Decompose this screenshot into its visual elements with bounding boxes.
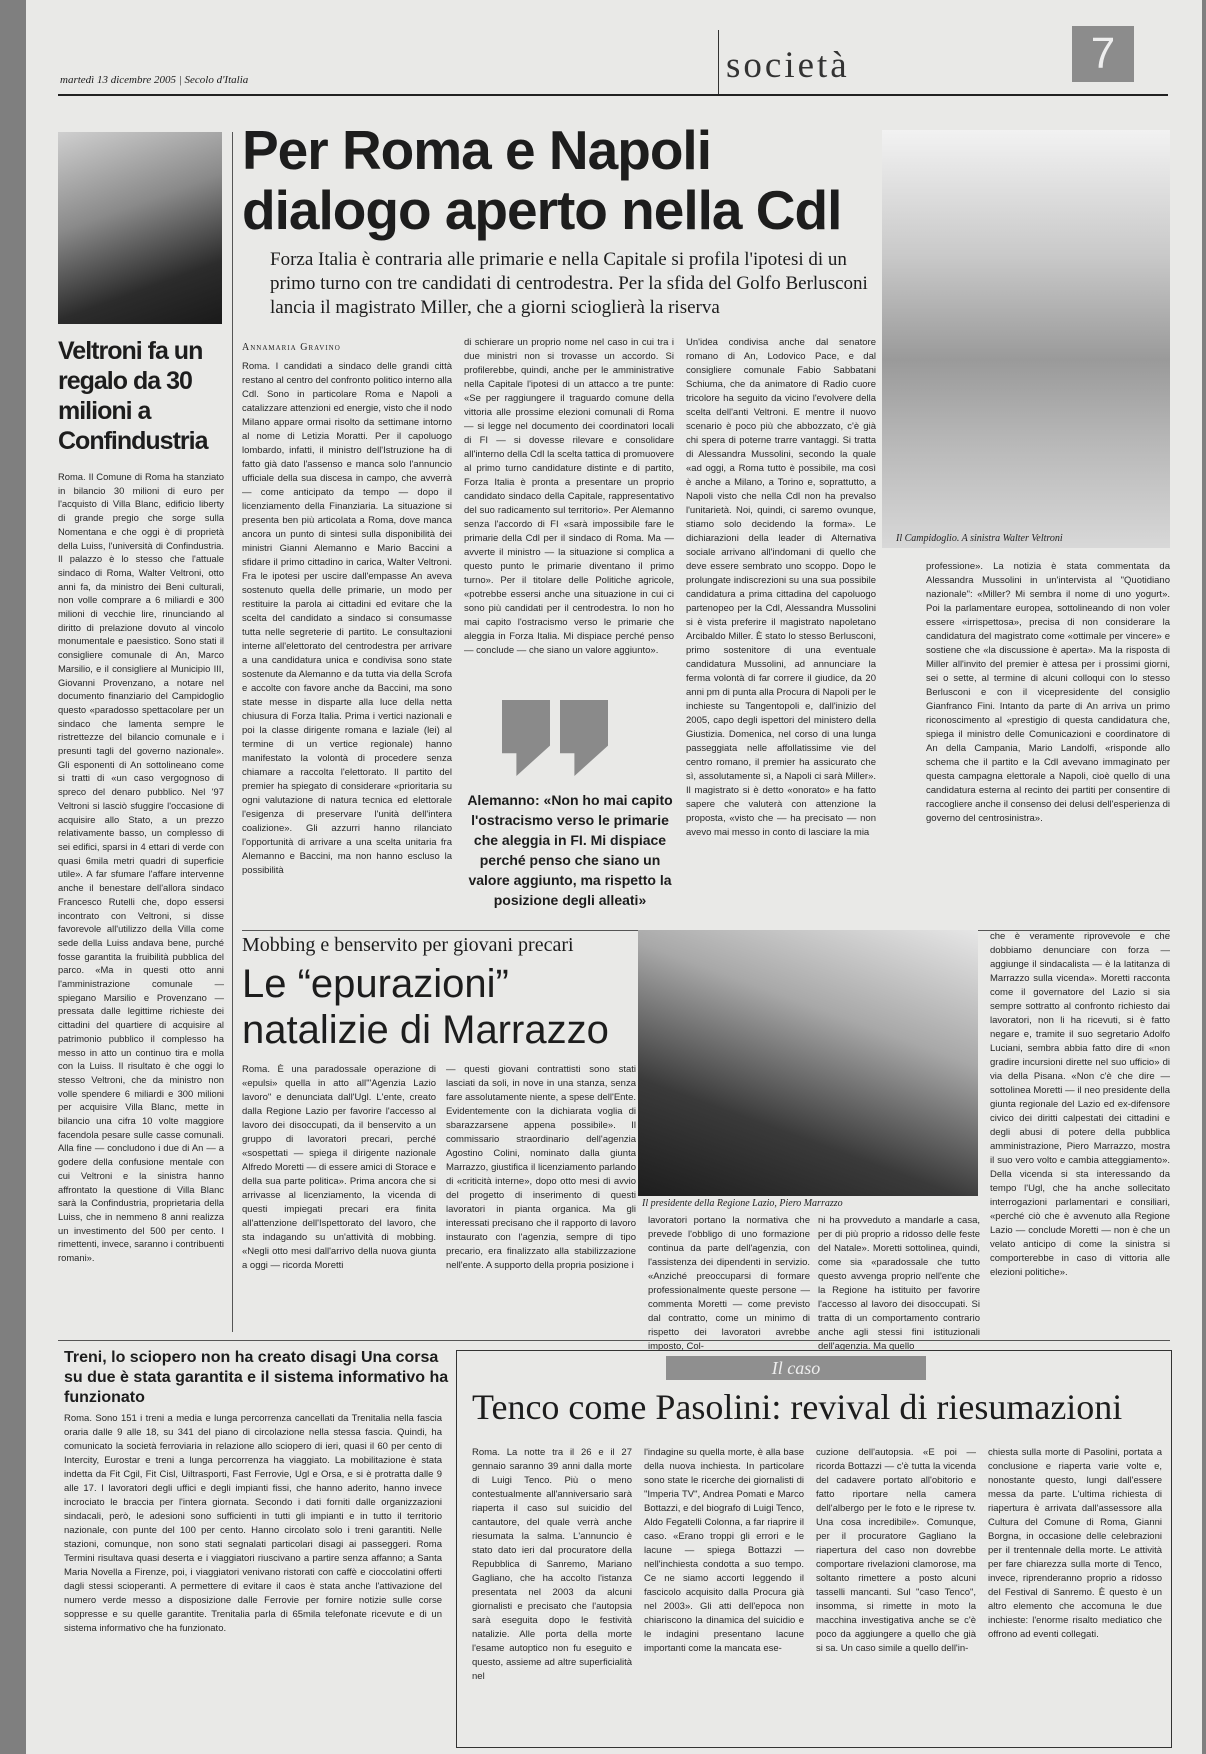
tenco-col-1 xyxy=(472,1446,632,1742)
left-column-paragraph: Roma. Il Comune di Roma ha stanziato in bilancio 30 milioni di euro per l'acquisto di Villa Blanc, edificio liberty di grande pregio che sorge sulla Nomentana e che oggi è di proprietà della Luiss, l'università di Confindustria. Il palazzo è lo stesso che l'attuale sindaco di Roma, Walter Veltroni, otto anni fa, da ministro dei Beni culturali, non volle comprare a 6 miliardi e 300 milioni di vecchie lire, rinunciando al diritto di prelazione dovuto al vincolo monumentale e paesistico. Sono stati il consigliere comunale di An, Marco Marsilio, e il consigliere al Municipio III, Giovanni Provenzano, a notare nel documento finanziario del Campidoglio questo «paradosso spettacolare per un sindaco che lamenta sempre le ristrettezze del bilancio comunale e i presunti tagli del governo nazionale». Gli esponenti di An sottolineano come si tratti di «un caso vergognoso di spreco del denaro pubblico. Nel '97 Veltroni si lasciò sfuggire l'occasione di acquisire allo Stato, a un prezzo relativamente basso, un complesso di sei edifici, sparsi in 4 ettari di verde con quasi 6mila metri quadri di superficie utile». A far sfumare l'affare intervenne anche il benestare dell'allora sindaco Francesco Rutelli che, dopo essersi incontrato con Veltroni, si disse favorevole all'utilizzo della Villa come sede della Luiss andava bene, purché fosse garantita la fruibilità pubblica del parco. «Ma in questi otto anni l'amministrazione comunale — spiegano Marsilio e Provenzano — pressata dalle legittime richieste dei cittadini del quartiere di acquisire al patrimonio pubblico il complesso ha messo in atto un continuo tira e molla con la Luiss. Il risultato è che oggi lo stesso Veltroni, che da ministro non volle spendere 6 miliardi e 300 milioni per acquisire Villa Blanc, mette in bilancio una cifra 10 volte maggiore facendola pesare sulle casse comunali. Alla fine — concludono i due di An — a godere della confusione mentale con cui Veltroni e la sinistra hanno affrontato la questione di Villa Blanc sarà la Confindustria, proprietaria della Luiss, che in nemmeno 8 anni realizza un investimento del 500 per cento. I rimettenti, invece, saranno i contribuenti romani». xyxy=(58,471,224,1264)
tenco-col-3 xyxy=(816,1446,976,1742)
pull-quote: Alemanno: «Non ho mai capito l'ostracismo verso le primarie che aleggia in FI. Mi dispiace perché penso che siano un valore aggiunto, ma rispetto la posizione degli alleati» xyxy=(467,792,673,908)
marrazzo-col-3-text: lavoratori portano la normativa che prevede l'obbligo di uno formazione continua da parte dell'agenzia, con l'assistenza dei dipendenti in servizio. «Anziché preoccuparsi di formare professionalmente queste persone — commenta Moretti — come previsto dal contratto, come un minimo di rispetto dei lavoratori avrebbe imposto, Col- xyxy=(648,1215,810,1352)
marrazzo-col-1-text: Roma. È una paradossale operazione di «epulsi» quella in atto all'"Agenzia Lazio lavoro" e denunciata dall'Ugl. L'ente, creato dalla Regione Lazio per favorire l'accesso al lavoro dei disoccupati, da il benservito a un gruppo di lavoratori precari, perché «sospettati — spiega il dirigente nazionale Alfredo Moretti — di essere amici di Storace e della sua parte politica». Prima ancora che si arrivasse al licenziamento, la vicenda di questi impiegati precari era finita all'attenzione dell'Ispettorato del lavoro, che sta indagando su un'attività di mobbing. «Negli otto mesi dall'arrivo della nuova giunta a oggi — ricorda Moretti xyxy=(242,1064,436,1271)
top-rule xyxy=(58,94,1168,96)
marrazzo-headline-line-1: Le “epurazioni” xyxy=(242,962,509,1006)
main-col-1 xyxy=(242,360,452,920)
marrazzo-col-4 xyxy=(818,1214,980,1352)
quote-marks-icon xyxy=(502,700,618,781)
tenco-headline: Tenco come Pasolini: revival di riesumazioni xyxy=(472,1387,1123,1427)
tenco-col-2-text: l'indagine su quella morte, è alla base della nuova inchiesta. In particolare sono state le ricerche dei giornalisti di "Imperia TV", Andrea Pomati e Marco Bottazzi, e del biografo di Luigi Tenco, Aldo Fegatelli Colonna, a far riaprire il caso. «Erano troppi gli errori e le lacune — spiega Bottazzi — nell'inchiesta condotta a suo tempo. Ce ne siamo accorti leggendo il fascicolo acquisito dalla Procura già nel 2003». Gli atti dell'epoca non chiariscono la dinamica del suicidio e le indagini presentano lacune importanti come la mancata ese- xyxy=(644,1447,804,1654)
main-col-2-text: di schierare un proprio nome nel caso in cui tra i due ministri non si trovasse un accordo. Si profilerebbe, quindi, anche per le amministrative nella Capitale l'ipotesi di un attacco a tre punte: «Se per raggiungere il traguardo comune della vittoria alle prossime elezioni comunali di Roma — si legge nel documento dei coordinatori locali di FI — si dovesse rilevare e consolidare all'interno della Cdl la scelta tattica di promuovere al primo turno candidature distinte e di partito, Forza Italia è pronta a presentare un proprio candidato sindaco della Capitale, rappresentativo del suo radicamento sul territorio». Per Alemanno senza l'accordo di FI «sarà impossibile fare le primarie della Cdl per il sindaco di Roma. Ma — avverte il ministro — la situazione si complica a questo punto le primarie diventano il primo turno». Per il titolare delle Politiche agricole, «potrebbe essersi anche una situazione in cui ci sono più candidati per il centrodestra. Io non ho mai capito l'ostracismo verso le primarie che aleggia in Forza Italia. Mi dispiace perché penso — conclude — che siano un valore aggiunto». xyxy=(464,337,674,656)
tenco-col-1-text: Roma. La notte tra il 26 e il 27 gennaio saranno 39 anni dalla morte di Luigi Tenco. Più o meno contestualmente all'anniversario sarà riaperta il caso sul suicidio del cantautore, del quale verrà anche riesumata la salma. L'annuncio è stato dato ieri dal procuratore della Repubblica di Sanremo, Mariano Gagliano, che ha accolto l'istanza presentata nel 2003 da alcuni giornalisti e precisato che l'autopsia sarà eseguita dopo le festività natalizie. Alle porta della morte l'esame autoptico non fu eseguito e questo, assieme ad altre superficialità nel xyxy=(472,1447,632,1682)
left-column-rule xyxy=(232,132,233,1332)
marrazzo-col-2-text: — questi giovani contrattisti sono stati lasciati da soli, in nove in una stanza, senza fare assolutamente niente, a spese dell'Ente. Evidentemente con la dichiarata voglia di sbarazzarsene appena possibile». Il commissario straordinario dell'agenzia Agostino Colini, nominato dalla giunta Marrazzo, giustifica il licenziamento parlando di «criticità interne», dopo otto mesi di avvio del progetto di inserimento di questi lavoratori in pianta organica. Ma gli interessati precisano che il rapporto di lavoro instaurato con l'agenzia, sempre di tipo precario, era finalizzato alla stabilizzazione nell'ente. A supporto della propria posizione i xyxy=(446,1064,636,1271)
marrazzo-col-5 xyxy=(990,930,1170,1328)
main-col-3 xyxy=(686,336,876,922)
section-rule-2 xyxy=(58,1340,1170,1341)
main-col-4 xyxy=(926,560,1170,920)
main-col-1-text: Roma. I candidati a sindaco delle grandi città restano al centro del confronto politico interno alla Cdl. Sono in particolare Roma e Napoli a catalizzare attenzioni ed energie, visto che il nodo Milano appare ormai risolto da settimane intorno al nome di Letizia Moratti. Per il capoluogo lombardo, infatti, il ministro dell'Istruzione ha di fatto già dato l'assenso e manca solo l'annuncio ufficiale della sua discesa in campo, che avverrà — come anticipato da tempo — dopo il licenziamento della Finanziaria. La situazione si presenta ben più articolata a Roma, dove manca ancora un punto di sintesi sulla disponibilità dei ministri Gianni Alemanno e Mario Baccini a sfidare il primo cittadino in carica, Walter Veltroni. Fra le ipotesi per uscire dall'empasse An aveva sostenuto quella delle primarie, un modo per restituire la parola ai cittadini ed evitare che la scelta del candidato a sindaco si consumasse tutta nelle segreterie di partito. Le consultazioni interne all'elettorato del centrodestra per arrivare a una candidatura unica e condivisa sono state sostenute da Alemanno e da tutta via della Scrofa e accolte con favore anche da Baccini, ma sono state messe in disparte alla luce della netta chiusura di Forza Italia. Prima i vertici nazionali e poi la classe dirigente romana e laziale (lei) al termine di un vertice regionale) hanno manifestato la volontà di procedere senza chiamare a raccolta l'elettorato. Il partito del premier ha spiegato di considerare «prioritaria su ogni valutazione di natura tecnica ed elettorale l'esigenza di preservare l'unità dell'intera coalizione». Gli azzurri hanno rilanciato l'opportunità di arrivare a una scelta unitaria fra Alemanno e Baccini, ma non hanno escluso la possibilità xyxy=(242,361,452,876)
marrazzo-col-3 xyxy=(648,1214,810,1352)
marrazzo-col-2 xyxy=(446,1063,636,1328)
dateline: martedì 13 dicembre 2005 | Secolo d'Italia xyxy=(60,74,249,86)
section-divider xyxy=(718,30,719,94)
tenco-kicker: Il caso xyxy=(666,1356,926,1380)
section-title: società xyxy=(726,45,850,86)
page-number: 7 xyxy=(1072,26,1134,82)
marrazzo-col-1 xyxy=(242,1063,436,1328)
main-col-4-text: professione». La notizia è stata commentata da Alessandra Mussolini in un'intervista al "Quotidiano nazionale": «Miller? Mi sembra il nome di uno yogurt». Poi la parlamentare europea, sottolineando di non voler essere «irrispettosa», precisa di non considerare la candidatura del magistrato come «ottimale per vincere» e sostiene che «la discussione è aperta». Ma la risposta di Miller all'invito del premier è attesa per i prossimi giorni, sei o sette, al termine di alcuni colloqui con lo stesso Berlusconi e con il vicepresidente del consiglio Gianfranco Fini. Intanto da parte di An arriva un primo riconoscimento al «prestigio di questa candidatura che, spiega il ministro delle Comunicazioni e coordinatore di An della Campania, Mario Landolfi, «risponde allo schema che il partito e la Cdl avevano immaginato per questa campagna elettorale a Napoli, cioè quello di una candidatura esterna al recinto dei partiti per consentire di raccogliere anche il consenso dei delusi dell'esperienza di governo del centrosinistra». xyxy=(926,561,1170,824)
marrazzo-photo-caption: Il presidente della Regione Lazio, Piero Marrazzo xyxy=(642,1198,843,1209)
marrazzo-headline-line-2: natalizie di Marrazzo xyxy=(242,1008,609,1052)
treni-paragraph: Roma. Sono 151 i treni a media e lunga percorrenza cancellati da Trenitalia nella fascia oraria dalle 9 alle 18, su 341 del piano di circolazione nella stessa fascia. Quindi, ha comunicato la società ferroviaria in relazione allo sciopero di ieri, quasi il 60 per cento di Intercity, Eurostar e treni a lunga percorrenza ha viaggiato. La mobilitazione è stata indetta da Fit Cgil, Fit Cisl, Uiltrasporti, Fast Ferrovie, Ugl e Orsa, e si è protratta dalle 9 alle 17. I lavoratori degli uffici e degli impianti fissi, che hanno aderito, hanno invece incrociato le braccia per l'intera giornata. Secondo i dati forniti dalle organizzazioni sindacali, però, le adesioni sono sufficienti in tutti gli impianti e in tutto il territorio nazionale, con punte del 100 per cento. Hanno circolato solo i treni garantiti. Nelle stazioni, comunque, non sono stati segnalati particolari disagi ai passeggeri. Roma Termini risultava quasi deserta e i viaggiatori riuscivano a partire senza affanno; a Santa Maria Novella a Firenze, poi, i viaggiatori venivano ristorati con caffè e cioccolatini offerti dagli stessi scioperanti. A permettere di evitare il caos è stata anche l'attivazione del numero verde messo a disposizione dalle Ferrovie per fornire notizie sulle corse soppresse e su quelle garantite. Trenitalia parla di 65mila telefonate ricevute e di un sistema informativo che ha funzionato. xyxy=(64,1413,442,1634)
main-headline-line-2: dialogo aperto nella Cdl xyxy=(242,179,842,241)
treni-text xyxy=(64,1412,442,1742)
tenco-col-4 xyxy=(988,1446,1162,1742)
newspaper-page xyxy=(26,0,1202,1754)
left-headline: Veltroni fa un regalo da 30 milioni a Confindustria xyxy=(58,337,208,455)
tenco-col-2 xyxy=(644,1446,804,1742)
left-column-text xyxy=(58,470,224,1330)
byline: Annamaria Gravino xyxy=(242,342,341,353)
campidoglio-caption: Il Campidoglio. A sinistra Walter Veltroni xyxy=(896,533,1063,544)
campidoglio-photo xyxy=(882,130,1170,548)
main-subhead: Forza Italia è contraria alle primarie e nella Capitale si profila l'ipotesi di un primo turno con tre candidati di centrodestra. Per la sfida del Golfo Berlusconi lancia il magistrato Miller, che a giorni scioglierà la riserva xyxy=(270,249,868,318)
tenco-col-4-text: chiesta sulla morte di Pasolini, portata a conclusione e riaperta varie volte e, nonostante questo, lungi dall'essere messa da parte. L'ultima richiesta di riapertura è arrivata dall'assessore alla Cultura del Comune di Roma, Gianni Borgna, in occasione delle celebrazioni per il trentennale della morte. Le attività per fare chiarezza sulla morte di Tenco, invece, riprenderanno proprio a ridosso del Festival di Sanremo. È questo è un altro elemento che accomuna le due inchieste: l'enorme risalto mediatico che offrono ad eventi collegati. xyxy=(988,1447,1162,1640)
marrazzo-kicker: Mobbing e benservito per giovani precari xyxy=(242,934,574,956)
veltroni-photo xyxy=(58,132,222,324)
tenco-col-3-text: cuzione dell'autopsia. «E poi — ricorda Bottazzi — c'è tutta la vicenda del cadavere portato all'obitorio e fatto riportare nella camera dell'albergo per le foto e le riprese tv. Una cosa incredibile». Comunque, per il procuratore Gagliano la riapertura del caso non dovrebbe comportare rivelazioni clamorose, ma soltanto rimettere a posto alcuni tasselli mancanti. Sul "caso Tenco", insomma, si rimette in moto la macchina investigativa anche se c'è poco da aggiungere a quello che già si sa. Un caso simile a quello dell'in- xyxy=(816,1447,976,1654)
treni-headline: Treni, lo sciopero non ha creato disagi Una corsa su due è stata garantita e il sistema informativo ha funzionato xyxy=(64,1349,449,1406)
main-col-2 xyxy=(464,336,674,696)
marrazzo-col-4-text: ni ha provveduto a mandarle a casa, per di più proprio a ridosso delle feste del Natale». Moretti sottolinea, quindi, come sia «paradossale che tutto questo avvenga proprio nell'ente che la Regione ha istituito per favorire l'accesso al lavoro dei disoccupati. Si tratta di un comportamento contrario anche agli stessi fini istituzionali dell'agenzia. Ma quello xyxy=(818,1215,980,1352)
main-headline-line-1: Per Roma e Napoli xyxy=(242,119,711,181)
marrazzo-photo xyxy=(638,930,978,1196)
main-col-3-text: Un'idea condivisa anche dal senatore romano di An, Lodovico Pace, e dal consigliere comunale Fabio Sabbatani Schiuma, che da animatore di Radio cuore tricolore ha seguito da vicino l'evolvere della scelta dell'anti Veltroni. E mentre il nuovo scenario è poco più che abbozzato, c'è già chi spera di poterne trarre vantaggi. Si tratta di Alessandra Mussolini, secondo la quale «ad oggi, a Roma tutto è possibile, ma così è anche a Milano, a Torino e, soprattutto, a Napoli visto che nella Cdl non ha prevalso l'unitarietà. Noi, quindi, ci saremo ovunque, stiamo solo decidendo la forma». Le dichiarazioni della leader di Alternativa sociale arrivano all'indomani di quello che deve essere sembrato uno scoppo. Dopo le prolungate indiscrezioni su una sua possibile candidatura a prima cittadina del capoluogo partenopeo per la Cdl, Alessandra Mussolini si è vista preferire il magistrato napoletano Arcibaldo Miller. È stato lo stesso Berlusconi, primo sostenitore di una eventuale candidatura Mussolini, ad annunciare la ferma volontà di far correre il giudice, da 20 anni pm di punta alla Procura di Napoli per le inchieste su Tangentopoli e, dall'inizio del 2005, capo degli ispettori del ministero della Giustizia. Domenica, nel corso di una lunga passeggiata nelle affollatissime vie del centro romano, il premier ha assicurato che sì, assolutamente sì, a Napoli ci sarà Miller». Il magistrato si è detto «onorato» e ha fatto sapere che valuterà con attenzione la proposta, «visto che — ha precisato — non avevo mai messo in conto di lasciare la mia xyxy=(686,337,876,838)
marrazzo-col-5-text: che è veramente riprovevole e che dobbiamo denunciare con forza — aggiunge il sindacalista — è la latitanza di Marrazzo sulla vicenda». Moretti racconta come il governatore del Lazio si sia sempre sottratto al confronto richiesto dai lavoratori, non li ha ricevuti, si è fatto negare e, tramite il suo segretario Adolfo Luciani, sembra abbia fatto dire di «non gradire incursioni dirette nel suo ufficio» di via della Pisana. «Non c'è che dire — sottolinea Moretti — il neo presidente della giunta regionale del Lazio ed ex-difensore civico dei diritti calpestati dei cittadini e degli abusi di potere della pubblica amministrazione, Piero Marrazzo, mostra il suo vero volto e cambia atteggiamento». Della vicenda si sta interessando da tempo l'Ugl, che ha anche sollecitato interrogazioni parlamentari e consiliari, «perché ciò che è avvenuto alla Regione Lazio — conclude Moretti — non è che un velato anticipo di come la sinistra si comporterebbe in caso di vittoria alle elezioni politiche». xyxy=(990,931,1170,1278)
